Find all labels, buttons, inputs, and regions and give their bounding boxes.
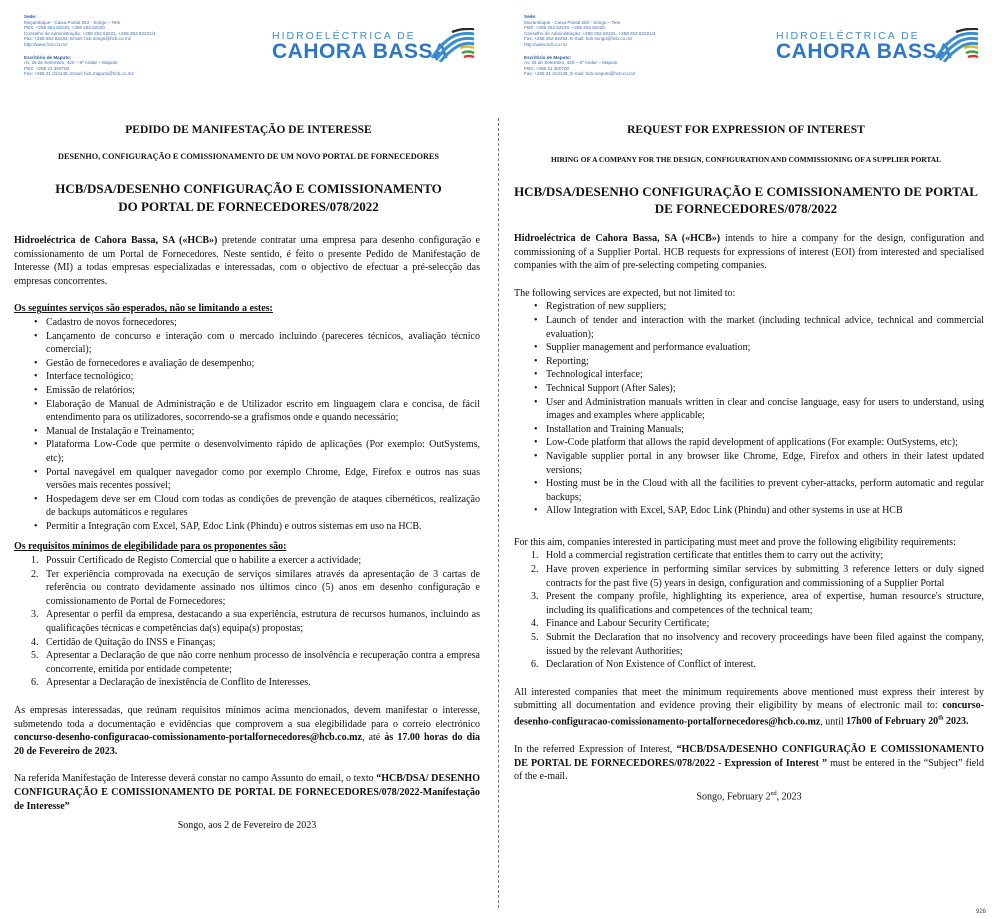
en-contact-block — [524, 14, 656, 77]
service-item-text: Manual de Instalação e Treinamento; — [46, 425, 195, 437]
en-logo-line2: CAHORA BASSA — [776, 40, 953, 63]
requirement-number: 2. — [531, 564, 539, 576]
en-reference-line2: DE FORNECEDORES/078/2022 — [654, 201, 838, 216]
service-item-text: Elaboração de Manual de Administração e de Utilizador escrito em linguagem clara e concisa, de fácil entendimento para os utilizadores, socorrendo-se a grafismos onde e quando necessário; — [46, 398, 480, 424]
service-item-text: Lançamento de concurso e interação com o mercado incluindo (pareceres técnicos, avaliação técnico comercial); — [46, 330, 480, 356]
requirement-number: 1. — [531, 550, 539, 562]
service-item — [14, 370, 480, 384]
contact-heading: Escritório de Maputo: — [24, 54, 72, 60]
service-item — [14, 330, 480, 357]
pt-contact-block — [24, 14, 156, 77]
requirement-item-text: Have proven experience in performing similar services by submitting 3 reference letters or duly signed contracts for the past five (5) years in design, configuration and commissioning of a Supplier Portal — [546, 564, 984, 589]
requirement-item — [14, 568, 480, 609]
en-logo — [776, 28, 992, 68]
requirement-item-text: Apresentar a Declaração de inexistência de Conflito de Interesses. — [46, 677, 311, 689]
contact-line: PBX: +258 252 82220, +258 252 82220 — [524, 25, 605, 31]
en-requirements-intro: For this aim, companies interested in participating must meet and prove the following eligibility requirements: — [514, 536, 956, 548]
requirement-item — [514, 549, 984, 563]
en-subject-text: In the referred Expression of Interest, — [514, 743, 677, 755]
service-item — [514, 382, 984, 396]
service-item-text: Navigable supplier portal in any browser like Chrome, Edge, Firefox and others in their latest updated versions; — [546, 450, 984, 476]
requirement-number: 1. — [31, 555, 39, 567]
service-item — [514, 423, 984, 437]
service-item — [14, 384, 480, 398]
pt-reference-line1: HCB/DSA/DESENHO CONFIGURAÇÃO E COMISSIONAMENTO — [55, 181, 442, 196]
en-subject-paragraph — [514, 743, 984, 784]
en-services-list — [514, 300, 984, 518]
pt-deadline: às 17.00 horas do dia 20 de Fevereiro de 2023. — [14, 732, 481, 757]
requirement-item-text: Declaration of Non Existence of Conflict of interest. — [546, 659, 756, 671]
pt-reference-line2: DO PORTAL DE FORNECEDORES/078/2022 — [118, 199, 379, 214]
en-subtitle: HIRING OF A COMPANY FOR THE DESIGN, CONFIGURATION AND COMMISSIONING OF A SUPPLIER PORTAL — [550, 155, 942, 164]
en-services-heading: The following services are expected, but not limited to: — [514, 287, 736, 299]
service-item — [514, 300, 984, 314]
pt-requirements-list — [14, 554, 480, 690]
service-item — [514, 477, 984, 504]
requirement-number: 4. — [31, 636, 39, 648]
contact-line: http://www.hcb.co.mz — [24, 41, 68, 47]
contact-line: PBX: +258 252 82220, +258 252 82220 — [24, 25, 105, 31]
requirement-item — [14, 649, 480, 676]
requirement-item-text: Ter experiência comprovada na execução de serviços similares através da apresentação de 3 cartas de referência ou contrato devidamente assinado nos últimos cinco (5) anos em desenho configuração e comissionamento de Portal de Fornecedores; — [46, 568, 480, 607]
contact-line: Fax: +258 21 314148, E-mail: hcb.maputo@hcb.co.mz — [524, 71, 636, 77]
service-item-text: Reporting; — [546, 355, 589, 367]
requirement-item — [14, 554, 480, 568]
contact-line: http://www.hcb.co.mz — [524, 41, 568, 47]
service-item — [514, 396, 984, 423]
en-date-sup: nd — [770, 790, 777, 797]
hcb-wave-logo-icon — [428, 28, 478, 62]
service-item-text: Supplier management and performance evaluation; — [546, 342, 751, 354]
pt-closing-text: As empresas interessadas, que reúnam requisitos mínimos acima mencionados, devem manifestar o interesse, submetendo toda a documentação e evidências que comprovem a sua elegibilidade para o correio electrónico — [14, 705, 480, 730]
service-item — [514, 355, 984, 369]
pt-logo-line1: HIDROELÉCTRICA DE — [272, 30, 416, 42]
requirement-number: 3. — [531, 591, 539, 603]
pt-services-list — [14, 316, 480, 534]
contact-line: Conselho de Administração: +258 252 82221, +258 252 82221/4 — [24, 30, 156, 36]
service-item-text: Installation and Training Manuals; — [546, 423, 685, 435]
service-item — [14, 357, 480, 371]
service-item — [514, 314, 984, 341]
contact-line: Mozambique · Caixa Postal 263 · Songo – Tete — [524, 19, 621, 25]
pt-subject-value: “HCB/DSA/ DESENHO CONFIGURAÇÃO E COMISSIONAMENTO DE PORTAL DE FORNECEDORES/078/2022-Manifestação de Interesse” — [14, 773, 480, 812]
contact-gap — [24, 48, 156, 55]
en-requirements-list — [514, 549, 984, 671]
service-item-text: Registration of new suppliers; — [546, 301, 667, 313]
service-item-text: Allow Integration with Excel, SAP, Edoc Link (Phindu) and other systems in use at HCB — [546, 505, 903, 517]
service-item — [14, 425, 480, 439]
en-subject-value: “HCB/DSA/DESENHO CONFIGURAÇÃO E COMISSIONAMENTO DE PORTAL DE FORNECEDORES/078/2022 - Expression of Interest ” — [514, 743, 984, 769]
requirement-item — [14, 608, 480, 635]
requirement-item-text: Possuir Certificado de Registo Comercial que o habilite a exercer a actividade; — [46, 555, 362, 567]
en-deadline-time: 17h00 of February 20 — [846, 716, 939, 728]
service-item — [14, 466, 480, 493]
pt-date-line: Songo, aos 2 de Fevereiro de 2023 — [177, 820, 317, 832]
pt-closing-paragraph — [14, 704, 480, 758]
pt-closing-until: , até — [361, 732, 385, 744]
service-item — [14, 398, 480, 425]
requirement-item-text: Finance and Labour Security Certificate; — [546, 618, 710, 630]
en-deadline-sup: th — [938, 716, 944, 722]
service-item-text: Hospedagem deve ser em Cloud com todas as condições de prevenção de ataques cibernéticos, realização de backups automáticos e regulares — [46, 493, 480, 519]
service-item-text: Hosting must be in the Cloud with all the facilities to prevent cyber-attacks, perform automatic and regular backups; — [546, 478, 984, 503]
service-item-text: Portal navegável em qualquer navegador como por exemplo Chrome, Edge, Firefox e outros nas suas versões mais recentes possível; — [46, 466, 480, 492]
contact-line: Fax: +258 21 314148, Email: hcb.maputo@hcb.co.mz — [24, 71, 134, 77]
en-company-name: Hidroeléctrica de Cahora Bassa, SA («HCB») — [514, 233, 721, 244]
en-closing-text: All interested companies that meet the minimum requirements above mentioned must express their interest by submitting all documentation and evidence proving their eligibility by means of electronic mail to: — [514, 686, 984, 712]
contact-line: Av. 25 de Setembro, 420 – 8º Andar – Maputo — [24, 60, 118, 66]
pt-reference — [0, 180, 497, 216]
en-reference — [500, 183, 992, 217]
service-item — [14, 316, 480, 330]
en-title: REQUEST FOR EXPRESSION OF INTEREST — [627, 124, 865, 136]
en-closing-until: , until — [820, 716, 847, 728]
pt-logo — [272, 28, 492, 68]
service-item — [14, 520, 480, 534]
service-item — [514, 368, 984, 382]
contact-line: PBX: +258 21 350700 — [24, 65, 70, 71]
en-logo-line1: HIDROELÉCTRICA DE — [776, 30, 920, 42]
requirement-number: 6. — [31, 677, 39, 689]
contact-gap — [524, 48, 656, 55]
contact-line: Conselho de Administração: +258 252 82221, +258 252 82221/4 — [524, 30, 656, 36]
service-item-text: Technical Support (After Sales); — [546, 382, 676, 394]
service-item-text: Cadastro de novos fornecedores; — [46, 316, 177, 328]
service-item — [14, 493, 480, 520]
service-item-text: Gestão de fornecedores e avaliação de desempenho; — [46, 357, 255, 369]
contact-heading: Sede: — [24, 14, 37, 19]
en-closing-paragraph — [514, 686, 984, 729]
contact-line: PBX: +258 21 350700 — [524, 65, 570, 71]
contact-line: Fax: +258 252 82264, E-mail: hcb.songo@hcb.co.mz — [524, 36, 633, 42]
service-item — [14, 438, 480, 465]
page-number: 926 — [975, 909, 986, 915]
requirement-item-text: Hold a commercial registration certificate that entitles them to carry out the activity; — [546, 550, 884, 562]
requirement-number: 4. — [531, 618, 539, 630]
requirement-item-text: Apresentar a Declaração de que não corre nenhum processo de insolvência e recuperação contra a empresa concorrente, emitida por entidade competente; — [46, 650, 480, 675]
service-item — [514, 341, 984, 355]
pt-subject-text: Na referida Manifestação de Interesse deverá constar no campo Assunto do email, o texto — [14, 773, 377, 785]
requirement-number: 6. — [531, 659, 539, 671]
en-date-prefix: Songo, February 2 — [696, 791, 771, 803]
pt-body — [14, 234, 480, 833]
requirement-item-text: Submit the Declaration that no insolvency and recovery proceedings have been filed against the company, issued by the relevant Authorities; — [546, 632, 984, 657]
contact-heading: Escritório de Maputo: — [524, 54, 572, 60]
en-intro-text: intends to hire a company for the design, configuration and commissioning of a Supplier Portal. HCB requests for expressions of interest (EOI) from interested and specialised companies with the aim of pre-selecting competing companies. — [514, 233, 984, 272]
en-date-suffix: , 2023 — [776, 791, 802, 803]
requirement-number: 2. — [31, 568, 39, 580]
requirement-item — [514, 617, 984, 631]
english-column — [500, 0, 992, 919]
requirement-number: 3. — [31, 609, 39, 621]
contact-line: Av. 25 de Setembro, 420 – 8º Andar – Maputo — [524, 60, 618, 66]
requirement-item — [514, 590, 984, 617]
pt-company-name: Hidroeléctrica de Cahora Bassa, SA («HCB») — [14, 235, 218, 246]
contact-line: Fax: +258 252 82264, Email: hcb.songo@hcb.co.mz — [24, 36, 131, 42]
service-item-text: Permitir a Integração com Excel, SAP, Edoc Link (Phindu) e outros sistemas em uso na HCB. — [46, 520, 422, 532]
contact-heading: Sede: — [524, 14, 537, 19]
en-reference-line1: HCB/DSA/DESENHO CONFIGURAÇÃO E COMISSIONAMENTO DE PORTAL — [514, 184, 978, 199]
contact-line: Moçambique · Caixa Postal 263 · Songo – Tete — [24, 19, 121, 25]
pt-subtitle: DESENHO, CONFIGURAÇÃO E COMISSIONAMENTO DE UM NOVO PORTAL DE FORNECEDORES — [58, 152, 439, 161]
en-deadline-year: 2023. — [943, 716, 969, 728]
service-item-text: User and Administration manuals written in clear and concise language, easy for users to understand, using images and examples where applicable; — [546, 396, 984, 422]
pt-requirements-heading: Os requisitos mínimos de elegibilidade para os proponentes são: — [14, 541, 287, 553]
hcb-wave-logo-icon — [932, 28, 982, 62]
requirement-item-text: Certidão de Quitação do INSS e Finanças; — [46, 636, 216, 648]
en-subject-rest: must be entered in the “Subject” field of the e-mail. — [514, 757, 984, 783]
service-item-text: Emissão de relatórios; — [46, 384, 135, 396]
requirement-item — [514, 658, 984, 672]
pt-email: concurso-desenho-configuracao-comissionamento-portalfornecedores@hcb.co.mz — [14, 732, 362, 744]
requirement-item — [514, 631, 984, 658]
en-date-line — [514, 788, 984, 804]
service-item-text: Interface tecnológico; — [46, 371, 134, 383]
requirement-item — [514, 563, 984, 590]
requirement-item-text: Present the company profile, highlighting its experience, area of expertise, human resource's structure, including its qualifications and competences of the technical team; — [546, 591, 984, 616]
pt-services-heading: Os seguintes serviços são esperados, não se limitando a estes: — [14, 303, 273, 315]
requirement-item — [14, 636, 480, 650]
column-separator — [498, 118, 499, 908]
requirement-item — [14, 676, 480, 690]
pt-intro-text: pretende contratar uma empresa para desenho configuração e comissionamento de um Portal de Fornecedores. Neste sentido, é feito o presente Pedido de Manifestação de Interesse (MI) a todas empresas especializadas e interessadas, com o objectivo de efectuar a pré-selecção das empresas concorrentes. — [14, 235, 480, 287]
requirement-item-text: Apresentar o perfil da empresa, destacando a sua experiência, estrutura de recursos humanos, incluindo as qualificações técnicas e competências da(s) equipa(s) propostas; — [46, 609, 480, 635]
pt-title: PEDIDO DE MANIFESTAÇÃO DE INTERESSE — [125, 124, 372, 136]
en-email: concurso-desenho-configuracao-comissionamento-portalfornecedores@hcb.co.mz — [514, 700, 984, 728]
pt-logo-line2: CAHORA BASSA — [272, 40, 449, 63]
service-item — [514, 504, 984, 518]
requirement-number: 5. — [531, 632, 539, 644]
en-deadline — [846, 716, 968, 727]
service-item-text: Low-Code platform that allows the rapid development of applications (For example: OutSystems, etc); — [546, 437, 958, 449]
en-body — [514, 232, 984, 804]
service-item-text: Plataforma Low-Code que permite o desenvolvimento rápido de aplicações (Por exemplo: OutSystems, etc); — [46, 439, 480, 464]
service-item-text: Launch of tender and interaction with the market (including technical advice, technical and commercial evaluation); — [546, 314, 984, 340]
service-item-text: Technological interface; — [546, 369, 643, 381]
service-item — [514, 436, 984, 450]
service-item — [514, 450, 984, 477]
en-intro-paragraph — [514, 232, 984, 273]
pt-subject-paragraph — [14, 772, 480, 813]
requirement-number: 5. — [31, 650, 39, 662]
pt-intro-paragraph — [14, 234, 480, 288]
